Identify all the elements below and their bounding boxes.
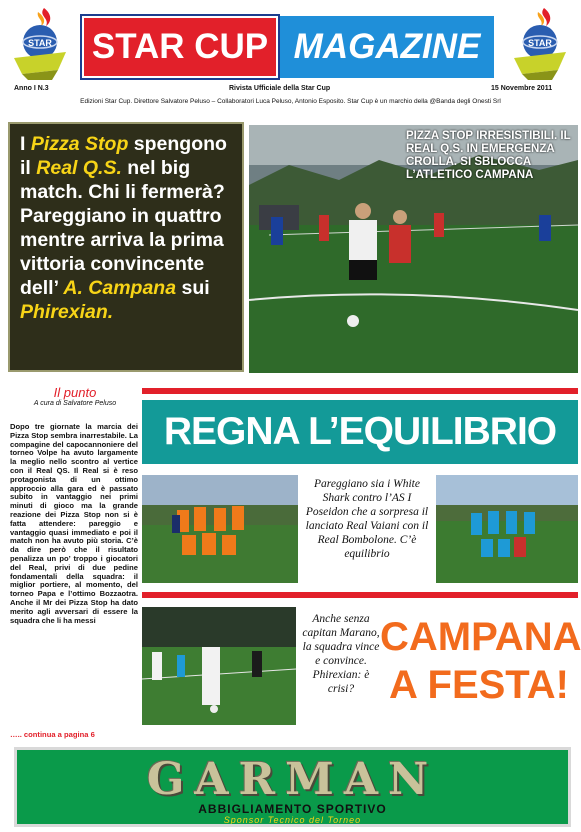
il-punto-title: Il punto — [53, 385, 97, 400]
campana-headline-line-2: A FESTA! — [389, 663, 569, 707]
sponsor-tagline: ABBIGLIAMENTO SPORTIVO — [198, 802, 387, 816]
magazine-subtitle: Rivista Ufficiale della Star Cup — [229, 85, 331, 92]
il-punto-author: A cura di Salvatore Peluso — [33, 400, 117, 407]
svg-text:STAR: STAR — [28, 38, 52, 48]
masthead-star-cup: STAR CUP — [82, 16, 278, 78]
star-cup-logo-right — [508, 6, 572, 82]
campana-headline-line-1: CAMPANA — [380, 615, 581, 659]
equilibrio-headline: REGNA L’EQUILIBRIO — [142, 400, 578, 464]
match-action-photo — [142, 607, 296, 725]
section-divider-bottom — [142, 592, 578, 598]
equilibrio-text: Pareggiano sia i White Shark contro l’AS I Poseidon che a sorpresa il lanciato Real Vaiani con il Real Bombolone. C’è equilibrio — [305, 478, 429, 560]
campana-text: Anche senza capitan Marano, la squadra vince e convince. Phirexian: è crisi? — [302, 613, 380, 695]
section-divider-top — [142, 388, 578, 394]
main-photo-caption: PIZZA STOP IRRESISTIBILI. IL REAL Q.S. IN EMERGENZA CROLLA. SI SBLOCCA L’ATLETICO CAMPANA — [406, 130, 571, 181]
sponsor-banner[interactable] — [14, 747, 571, 827]
star-cup-logo-left — [8, 6, 72, 82]
issue-number: Anno I N.3 — [14, 85, 49, 92]
continue-link[interactable]: ….. continua a pagina 6 — [10, 730, 95, 739]
sponsor-brand: GARMAN — [146, 754, 439, 805]
editorial-credits: Edizioni Star Cup. Direttore Salvatore Peluso – Collaboratori Luca Peluso, Antonio Esposito. Star Cup è un marchio della @Banda degli Onesti Srl — [80, 98, 501, 105]
masthead-magazine: MAGAZINE — [280, 16, 494, 78]
il-punto-article: Dopo tre giornate la marcia dei Pizza Stop sembra inarrestabile. La compagine del capocannoniere del torneo Volpe ha avuto largamente la meglio nello scontro al vertice con il Real QS. Il Real si è reso protagonista di un ottimo approccio alla gara ed è passato subito in vantaggio nei primi minuti di gioco ma la grande reazione dei Pizza Stop non si è fatta attendere: pareggio e vantaggio quasi immediato e poi il match non ha avuto più storia. C’è da dire però che il risultato penalizza un po’ troppo i giocatori del Real, privi di due pedine fondamentali della squadra: il miglior portiere, al momento, del torneo Papa e l’ottimo Bozzaotra. Anche il Mr dei Pizza Stop ha dato merito agli avversari di essere la squadra che li ha messi — [10, 423, 138, 625]
team-photo-left — [142, 475, 298, 583]
svg-text:STAR: STAR — [528, 38, 552, 48]
lead-headline: I Pizza Stop spengono il Real Q.S. nel big match. Chi li fermerà? Pareggiano in quattro mentre arriva la prima vittoria convincente dell’ A. Campana sui Phirexian. — [8, 122, 244, 372]
issue-date: 15 Novembre 2011 — [491, 85, 553, 92]
campana-headline — [380, 613, 581, 709]
sponsor-role: Sponsor Tecnico del Torneo — [223, 815, 362, 825]
team-photo-right — [436, 475, 578, 583]
